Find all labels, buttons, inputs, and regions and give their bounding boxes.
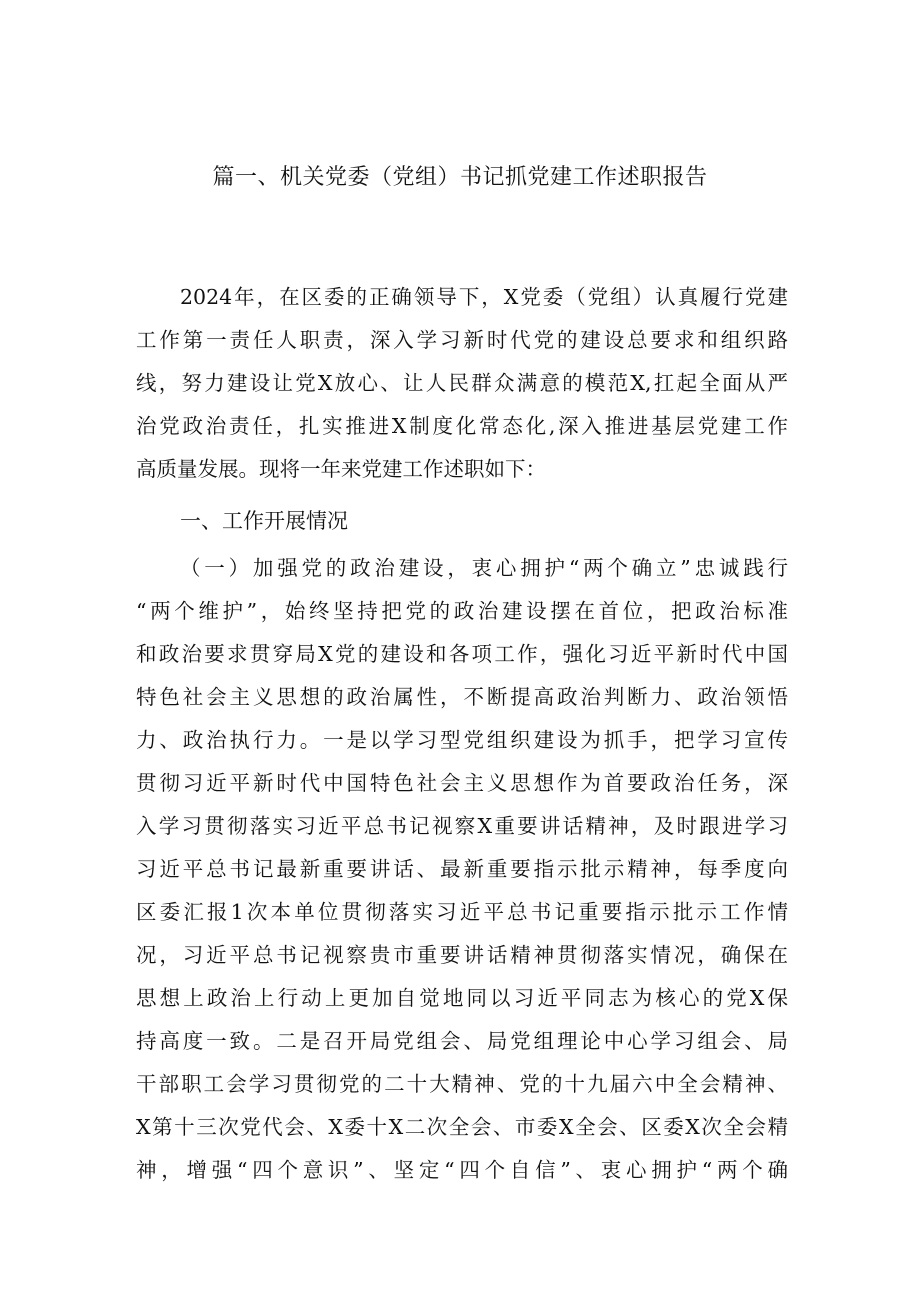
text-line: 线，努力建设让党X放心、让人民群众满意的模范X,扛起全面从严 — [136, 371, 788, 395]
text-line: “两个维护”，始终坚持把党的政治建设摆在首位，把政治标准 — [136, 599, 788, 623]
text-line: 神，增强“四个意识”、坚定“四个自信”、衷心拥护“两个确 — [136, 1158, 788, 1182]
document-title: 篇一、机关党委（党组）书记抓党建工作述职报告 — [212, 165, 708, 190]
text-line: 力、政治执行力。一是以学习型党组织建设为抓手，把学习宣传 — [136, 728, 788, 752]
text-line: X第十三次党代会、X委十X二次全会、市委X全会、区委X次全会精 — [136, 1115, 788, 1139]
intro-paragraph — [136, 276, 788, 491]
text-line: 贯彻习近平新时代中国特色社会主义思想作为首要政治任务，深 — [136, 771, 788, 795]
text-line: 干部职工会学习贯彻党的二十大精神、党的十九届六中全会精神、 — [136, 1072, 788, 1096]
text-line: 入学习贯彻落实习近平总书记视察X重要讲话精神，及时跟进学习 — [136, 814, 788, 838]
text-line: 2024年，在区委的正确领导下，X党委（党组）认真履行党建 — [180, 285, 788, 309]
text-line: 工作第一责任人职责，深入学习新时代党的建设总要求和组织路 — [136, 328, 788, 352]
text-line: 持高度一致。二是召开局党组会、局党组理论中心学习组会、局 — [136, 1029, 788, 1053]
text-line: 况，习近平总书记视察贵市重要讲话精神贯彻落实情况，确保在 — [136, 943, 788, 967]
text-line: 思想上政治上行动上更加自觉地同以习近平同志为核心的党X保 — [136, 986, 788, 1010]
text-line: 习近平总书记最新重要讲话、最新重要指示批示精神，每季度向 — [136, 857, 788, 881]
section-heading: 一、工作开展情况 — [180, 509, 348, 533]
text-line: 和政治要求贯穿局X党的建设和各项工作，强化习近平新时代中国 — [136, 642, 788, 666]
text-line: 特色社会主义思想的政治属性，不断提高政治判断力、政治领悟 — [136, 685, 788, 709]
text-line: （一）加强党的政治建设，衷心拥护“两个确立”忠诚践行 — [180, 556, 788, 580]
text-line: 治党政治责任，扎实推进X制度化常态化,深入推进基层党建工作 — [136, 414, 788, 438]
body-paragraph — [136, 547, 788, 1192]
text-line: 高质量发展。现将一年来党建工作述职如下： — [136, 457, 546, 481]
text-line: 区委汇报1次本单位贯彻落实习近平总书记重要指示批示工作情 — [136, 900, 788, 924]
